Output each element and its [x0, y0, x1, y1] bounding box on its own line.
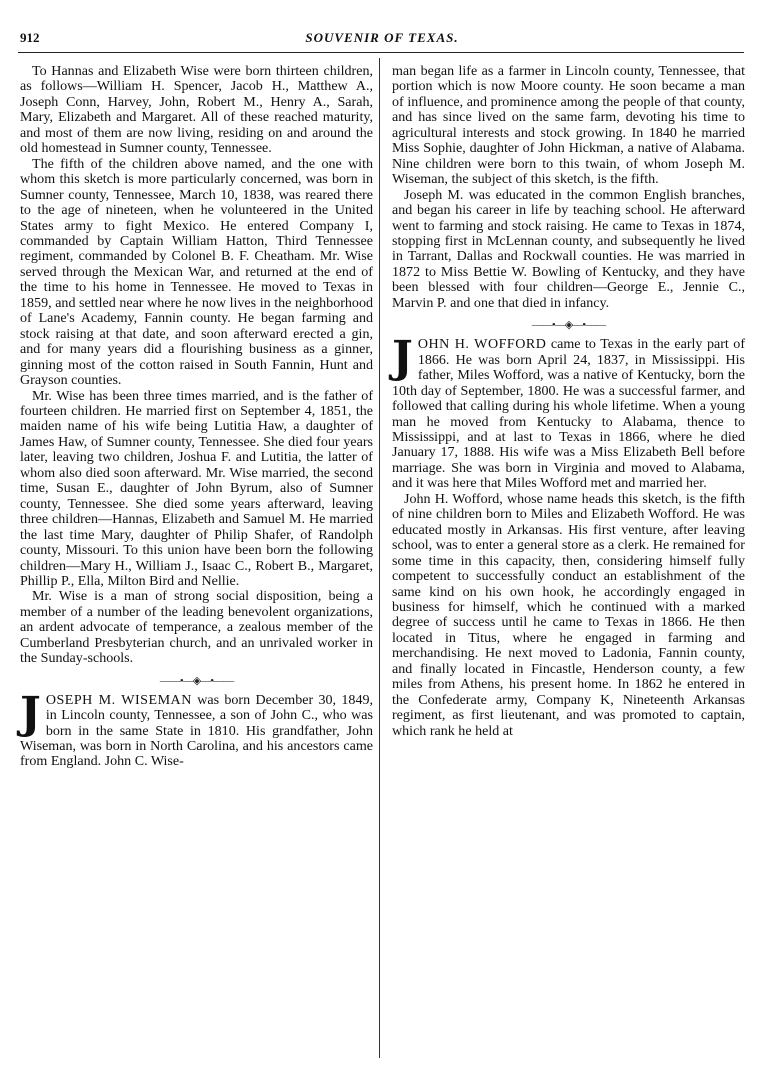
drop-cap: J [20, 687, 41, 739]
wofford-name: OHN H. WOFFORD [417, 336, 547, 353]
wise-marriages-paragraph: Mr. Wise has been three times married, and is the father of fourteen children. He married first on September 4, 1851, the maiden name of his wife being Lutitia Haw, a daughter of James Haw, of Sumner county, Tennessee. She died four years later, leaving two children, Joshua F. and Lutitia, the latter of whom also died soon afterward. Mr. Wise married, the second time, Susan E., daughter of John Byrum, also of Sumner county, Tennessee. She died some years afterward, leaving three children—Hannas, Elizabeth and Samuel M. He married the last time Mary, daughter of Philip Shafer, of Randolph county, Missouri. To this union have been born the following children—Mary H., William J., Isaac C., Robert B., Margaret, Phillip P., Ella, Milton Bird and Nellie. [20, 387, 373, 589]
header-rule [18, 52, 744, 53]
wiseman-intro-text: was born December 30, 1849, in Lincoln county, Tennessee, a son of John C., who was born in the same State in 1810. His grandfather, John Wiseman, was born in North Carolina, and his ancestors came from England. John C. Wise- [20, 691, 374, 770]
column-divider [379, 58, 380, 1058]
wofford-intro-text: came to Texas in the early part of 1866. He was born April 24, 1837, in Mississippi. His father, Miles Wofford, was a native of Kentucky, born the 10th day of September, 1800. He was a successful farmer, and followed that calling during his whole lifetime. When a young man he moved from Kentucky to Alabama, thence to Mississippi, and at last to Texas in 1866, where he died January 17, 1888. His wife was a Miss Elizabeth Bell before marriage. She was born in Virginia and moved to Alabama, and it was here that Miles Wofford met and married her. [392, 336, 746, 492]
wiseman-name: OSEPH M. WISEMAN [45, 691, 192, 708]
wise-biography-paragraph: The fifth of the children above named, and the one with whom this sketch is more particularly concerned, was born in Sumner county, Tennessee, March 10, 1838, was reared there to the age of nineteen, when he volunteered in the United States army to fight Mexico. He entered Company I, commanded by Captain William Hatton, Third Tennessee regiment, commanded by Colonel B. F. Cheatham. Mr. Wise served through the Mexican War, and returned at the end of the time to his home in Tennessee. He moved to Texas in 1859, and settled near where he now lives in the neighborhood of Lane's Academy, Fannin county. He began farming and stock raising at that date, and soon afterward erected a gin, and for many years did a flourishing business as a ginner, ginning most of the cotton raised in South Fannin, Hunt and Grayson counties. [20, 155, 373, 389]
wofford-career-paragraph: John H. Wofford, whose name heads this sketch, is the fifth of nine children born to Miles and Elizabeth Wofford. He was educated mostly in Arkansas. His first venture, after leaving school, was to enter a general store as a clerk. He remained for some time in this capacity, then, considering himself fully competent to successfully conduct an establishment of the same kind on his own hook, he accordingly engaged in business for himself, which he continued with a marked degree of success until he came to Texas in 1866. He then located in Titus, where he engaged in farming and merchandising. He next moved to Ladonia, Fannin county, and finally located in Fincastle, Henderson county, a few miles from Athens, his present home. In 1862 he entered in the Confederate army, Company K, Nineteenth Arkansas regiment, as first lieutenant, and was promoted to captain, which rank he held at [392, 490, 745, 739]
wise-children-paragraph: To Hannas and Elizabeth Wise were born thirteen children, as follows—William H. Spencer, Jacob H., Matthew A., Joseph Conn, Harvey, John, Robert M., Henry A., Sarah, Mary, Elizabeth and Margaret. All of these reached maturity, and most of them are now living, residing on and around the old homestead in Sumner county, Tennessee. [20, 63, 373, 157]
page-number: 912 [20, 30, 40, 45]
section-ornament: ——•—◈—•—— [159, 674, 234, 687]
wiseman-intro-paragraph [20, 687, 374, 770]
drop-cap: J [392, 332, 413, 384]
wofford-intro-paragraph [392, 332, 746, 492]
left-column [20, 64, 373, 770]
wise-character-paragraph: Mr. Wise is a man of strong social disposition, being a member of a number of the leading benevolent organizations, an ardent advocate of temperance, a zealous member of the Cumberland Presbyterian church, and an unrivaled worker in the Sunday-schools. [20, 588, 373, 667]
wiseman-education-paragraph: Joseph M. was educated in the common English branches, and began his career in life by teaching school. He afterward went to farming and stock raising. He came to Texas in 1874, stopping first in McLennan county, and subsequently he lived in Tarrant, Dallas and Rockwall counties. He was married in 1872 to Miss Bettie W. Bowling of Kentucky, and they have been blessed with four children—George E., Jennie C., Marvin P. and one that died in infancy. [392, 186, 745, 311]
running-head: SOUVENIR OF TEXAS. [305, 30, 459, 45]
wiseman-continued-paragraph: man began life as a farmer in Lincoln county, Tennessee, that portion which is now Moore county. He soon became a man of influence, and prominence among the people of that county, and has since lived on the same farm, devoting his time to agricultural interests and stock growing. In 1840 he married Miss Sophie, daughter of John Hickman, a native of Alabama. Nine children were born to this twain, of whom Joseph M. Wiseman, the subject of this sketch, is the fifth. [392, 63, 745, 188]
right-column [392, 64, 745, 739]
section-ornament: ——•—◈—•—— [531, 319, 606, 332]
